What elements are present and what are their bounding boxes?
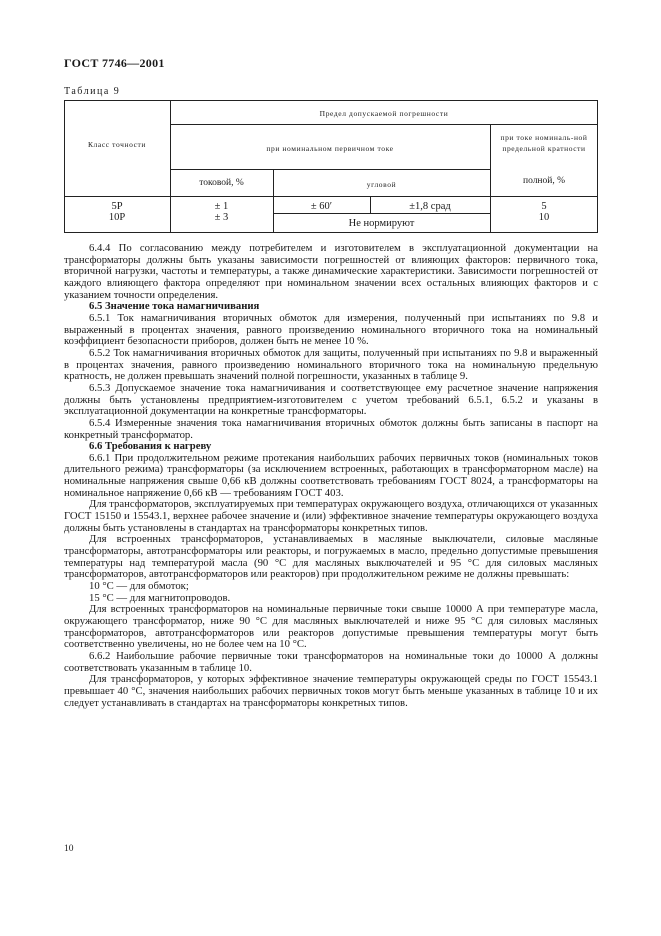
subheader-limit-factor: при токе номиналь-ной предельной кратности — [500, 133, 588, 153]
table-row-10p-class: 10P — [108, 212, 126, 223]
paragraph-6-6-1-high-current: Для встроенных трансформаторов на номинальные первичные токи свыше 10000 А при температуре масла, окружающего трансформатор, ниже 90 °С для масляных выключателей и ниже 95 °С для силовых масляных трансформаторов, автотрансформаторов или реакторов допустимые превышения температуры могут быть соответственно увеличены, но не более чем на 10 °С. — [64, 603, 598, 651]
table-row-5p-phase-crad: ±1,8 срад — [409, 201, 451, 212]
paragraph-6-6-1-ambient: Для трансформаторов, эксплуатируемых при температурах окружающего воздуха, отличающихся от указанных ГОСТ 15150 и 15543.1, верхнее рабочее значение и (или) эффективное значение температуры окружающего воздуха должны быть установлены в стандартах на трансформаторы конкретных типов. — [64, 498, 598, 534]
column-header-phase-error: угловой — [366, 180, 397, 189]
section-heading-6-5: 6.5 Значение тока намагничивания — [89, 300, 260, 313]
paragraph-6-5-3: 6.5.3 Допускаемое значение тока намагничивания и соответствующее ему расчетное значение напряжения должны быть установлены предприятием-изготовителем с учетом требований 6.5.1, 6.5.2 и указаны в эксплуатационной документации на конкретные трансформаторы. — [64, 381, 598, 418]
paragraph-6-6-2-temperature: Для трансформаторов, у которых эффективное значение температуры окружающей среды по ГОСТ 15543.1 превышает 40 °С, значения наибольших рабочих первичных токов могут быть меньше указанных в таблице 10 и их следует устанавливать в стандартах на трансформаторы конкретных типов. — [64, 673, 598, 709]
table-caption: Таблица 9 — [64, 86, 121, 97]
paragraph-6-6-2: 6.6.2 Наибольшие рабочие первичные токи трансформаторов на номинальные токи до 10000 А должны соответствовать указанным в таблице 10. — [64, 649, 598, 674]
list-item-windings: 10 °С — для обмоток; — [89, 580, 189, 593]
document-body — [64, 243, 598, 709]
paragraph-6-4-4: 6.4.4 По согласованию между потребителем и изготовителем в эксплуатационной документации на трансформаторы должны быть указаны зависимости погрешностей от влияющих факторов: первичного тока, вторичной нагрузки, частоты и температуры, а также динамические характеристики. Зависимости погрешностей от каждого влияющего фактора определяют при номинальном значении всех остальных влияющих факторов и с указанием точности определения. — [64, 242, 598, 301]
paragraph-6-6-1-built-in: Для встроенных трансформаторов, устанавливаемых в масляные выключатели, силовые масляные трансформаторы, автотрансформаторы или реакторы, и погружаемых в масло, предельно допустимые превышения температуры над температурой масла (90 °С для масляных выключателей и 95 °С для силовых масляных трансформаторов, автотрансформаторов или реакторов) при продолжительном режиме не должны превышать: — [64, 533, 598, 581]
column-header-composite-error: полной, % — [522, 176, 566, 186]
document-header: ГОСТ 7746—2001 — [64, 56, 165, 70]
table-row-10p-composite-error: 10 — [538, 212, 550, 223]
table-row-5p-class: 5P — [111, 201, 123, 212]
subheader-rated-current: при номинальном первичном токе — [266, 144, 394, 153]
paragraph-6-5-2: 6.5.2 Ток намагничивания вторичных обмоток для защиты, полученный при испытаниях по 9.8 и выраженный в процентах значения, равного произведению номинального вторичного тока на номинальную предельную кратность, не должен превышать значений полной погрешности, указанных в таблице 9. — [64, 346, 598, 383]
column-group-header-error-limit: Предел допускаемой погрешности — [319, 109, 449, 118]
table-row-5p-composite-error: 5 — [541, 201, 547, 212]
column-header-current-error: токовой, % — [199, 178, 244, 188]
page-number: 10 — [64, 844, 74, 854]
paragraph-6-5-1: 6.5.1 Ток намагничивания вторичных обмоток для измерения, полученный при испытаниях по 9.8 и выраженный в процентах значения, равного произведению номинального вторичного тока на номинальный коэффициент безопасности приборов, должен быть не менее 10 %. — [64, 311, 598, 348]
list-item-magnetic-cores: 15 °С — для магнитопроводов. — [89, 591, 231, 604]
paragraph-6-5-4: 6.5.4 Измеренные значения тока намагничивания вторичных обмоток должны быть записаны в паспорт на конкретный трансформатор. — [64, 416, 598, 441]
paragraph-6-6-1: 6.6.1 При продолжительном режиме протекания наибольших рабочих первичных токов (номинальных токов длительного режима) трансформаторы (за исключением встроенных, работающих в трансформаторном масле) на номинальные напряжения свыше 0,66 кВ должны соответствовать требованиям ГОСТ 8024, а трансформаторы на номинальное напряжение 0,66 кВ — требованиям ГОСТ 403. — [64, 451, 598, 499]
table-row-5p-phase-minutes: ± 60′ — [310, 201, 333, 212]
tolerance-table — [64, 100, 598, 233]
table-row-10p-phase-not-specified: Не нормируют — [348, 218, 415, 229]
table-row-10p-current-error: ± 3 — [214, 212, 229, 223]
table-row-5p-current-error: ± 1 — [214, 201, 229, 212]
column-header-accuracy-class: Класс точности — [87, 140, 147, 149]
section-heading-6-6: 6.6 Требования к нагреву — [89, 440, 212, 453]
